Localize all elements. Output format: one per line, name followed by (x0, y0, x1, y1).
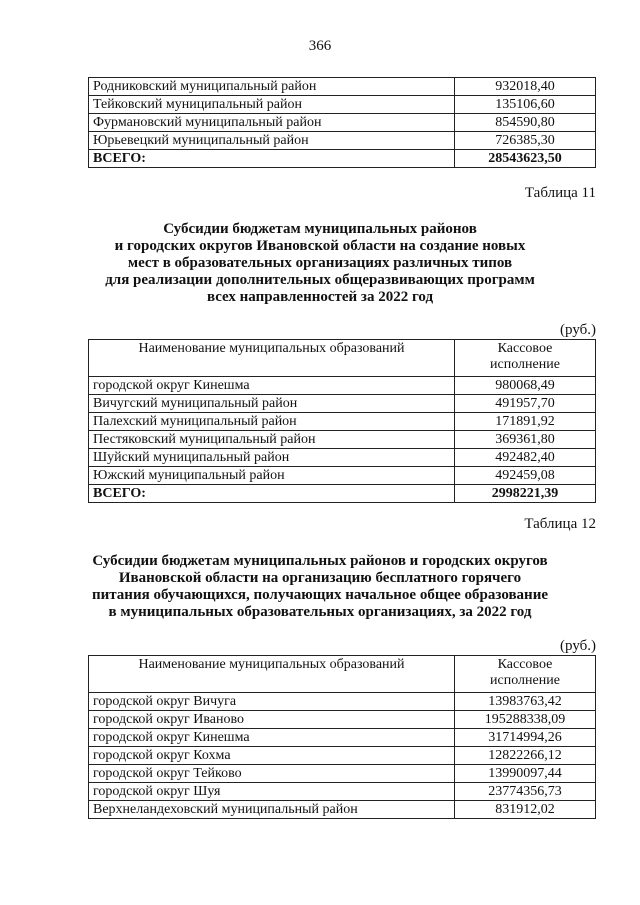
table-row (89, 467, 596, 485)
table-row (89, 78, 596, 96)
table-row (89, 431, 596, 449)
table-row (89, 377, 596, 395)
cell-value: 12822266,12 (455, 747, 596, 765)
title-line: Субсидии бюджетам муниципальных районов (163, 221, 477, 237)
cell-value: 980068,49 (455, 377, 596, 395)
total-row (89, 485, 596, 503)
table-row (89, 765, 596, 783)
table-row (89, 96, 596, 114)
cell-value: 932018,40 (455, 78, 596, 96)
cell-value: 135106,60 (455, 96, 596, 114)
table11-unit: (руб.) (560, 322, 596, 338)
cell-value: 195288338,09 (455, 711, 596, 729)
cell-value: 491957,70 (455, 395, 596, 413)
table12-unit: (руб.) (560, 638, 596, 654)
continuation-table (88, 77, 596, 168)
title-line: питания обучающихся, получающих начальное общее образование (91, 587, 549, 603)
title-line: для реализации дополнительных общеразвивающих программ (105, 272, 535, 288)
total-label: ВСЕГО: (89, 150, 455, 168)
cell-name: городской округ Шуя (89, 783, 455, 801)
table-row (89, 783, 596, 801)
table-row (89, 449, 596, 467)
table12-caption: Таблица 12 (524, 516, 596, 532)
header-name: Наименование муниципальных образований (89, 340, 455, 377)
table-row (89, 114, 596, 132)
total-value: 28543623,50 (455, 150, 596, 168)
table-row (89, 747, 596, 765)
cell-value: 13990097,44 (455, 765, 596, 783)
total-label: ВСЕГО: (89, 485, 455, 503)
cell-name: Палехский муниципальный район (89, 413, 455, 431)
table-row (89, 729, 596, 747)
cell-value: 492459,08 (455, 467, 596, 485)
cell-value: 31714994,26 (455, 729, 596, 747)
cell-name: городской округ Кинешма (89, 377, 455, 395)
cell-value: 23774356,73 (455, 783, 596, 801)
cell-value: 726385,30 (455, 132, 596, 150)
table-row (89, 413, 596, 431)
title-line: и городских округов Ивановской области на создание новых (114, 238, 526, 254)
cell-name: Вичугский муниципальный район (89, 395, 455, 413)
cell-name: Шуйский муниципальный район (89, 449, 455, 467)
cell-value: 831912,02 (455, 801, 596, 819)
table-row (89, 132, 596, 150)
header-value-line: исполнение (490, 673, 560, 688)
total-value: 2998221,39 (455, 485, 596, 503)
cell-value: 369361,80 (455, 431, 596, 449)
table-header (89, 340, 596, 377)
cell-name: городской округ Кохма (89, 747, 455, 765)
page-number: 366 (308, 38, 332, 54)
title-line: Субсидии бюджетам муниципальных районов и городских округов (92, 553, 548, 569)
cell-name: Пестяковский муниципальный район (89, 431, 455, 449)
table-row (89, 395, 596, 413)
table12 (88, 655, 596, 819)
cell-name: городской округ Иваново (89, 711, 455, 729)
cell-name: Юрьевецкий муниципальный район (89, 132, 455, 150)
cell-name: городской округ Кинешма (89, 729, 455, 747)
cell-value: 171891,92 (455, 413, 596, 431)
cell-value: 13983763,42 (455, 693, 596, 711)
cell-name: Тейковский муниципальный район (89, 96, 455, 114)
header-value (455, 656, 596, 693)
table-row (89, 711, 596, 729)
cell-name: Фурмановский муниципальный район (89, 114, 455, 132)
table-header (89, 656, 596, 693)
header-value-line: Кассовое (497, 341, 553, 356)
table11-title (60, 221, 580, 306)
title-line: в муниципальных образовательных организациях, за 2022 год (108, 604, 532, 620)
cell-name: городской округ Вичуга (89, 693, 455, 711)
table-row (89, 801, 596, 819)
table12-title (60, 553, 580, 621)
cell-value: 492482,40 (455, 449, 596, 467)
header-value (455, 340, 596, 377)
cell-name: городской округ Тейково (89, 765, 455, 783)
header-name: Наименование муниципальных образований (89, 656, 455, 693)
cell-name: Южский муниципальный район (89, 467, 455, 485)
table11 (88, 339, 596, 503)
title-line: всех направленностей за 2022 год (206, 289, 434, 305)
cell-name: Родниковский муниципальный район (89, 78, 455, 96)
header-value-line: исполнение (490, 357, 560, 372)
header-value-line: Кассовое (497, 657, 553, 672)
cell-name: Верхнеландеховский муниципальный район (89, 801, 455, 819)
title-line: Ивановской области на организацию бесплатного горячего (118, 570, 522, 586)
table11-caption: Таблица 11 (524, 185, 596, 201)
title-line: мест в образовательных организациях различных типов (127, 255, 513, 271)
cell-value: 854590,80 (455, 114, 596, 132)
total-row (89, 150, 596, 168)
table-row (89, 693, 596, 711)
